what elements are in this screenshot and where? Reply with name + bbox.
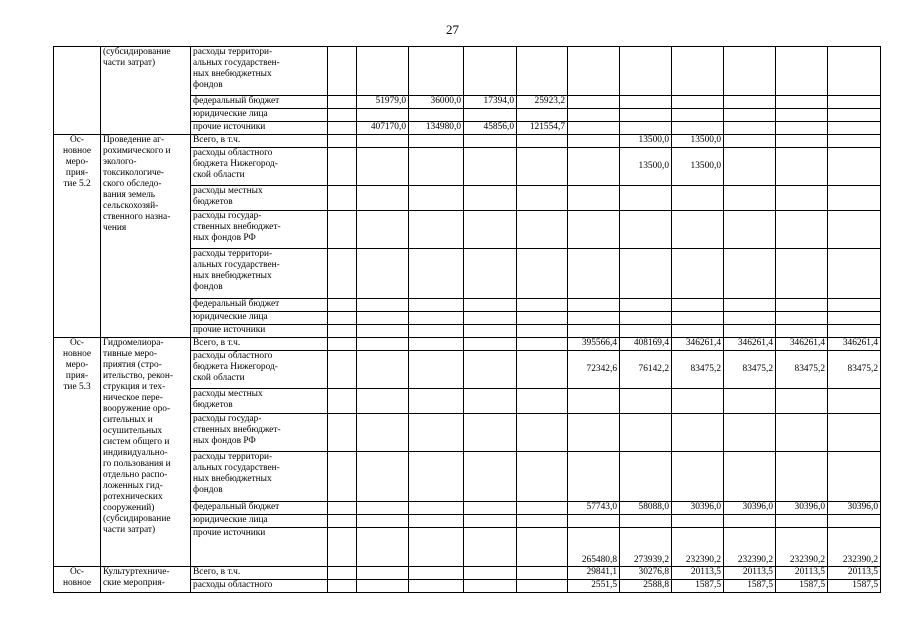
amount-cell — [409, 312, 464, 325]
amount-cell — [464, 580, 517, 593]
amount-cell: 20113,5 — [724, 567, 776, 580]
amount-cell — [328, 389, 357, 414]
amount-cell — [328, 211, 357, 249]
amount-cell — [724, 389, 776, 414]
amount-cell — [828, 186, 881, 211]
amount-cell — [828, 389, 881, 414]
amount-cell — [357, 211, 409, 249]
amount-cell — [828, 249, 881, 299]
amount-cell — [828, 148, 881, 186]
amount-cell — [828, 47, 881, 96]
amount-cell — [828, 109, 881, 122]
amount-cell — [328, 452, 357, 502]
table-row — [54, 135, 905, 148]
amount-cell — [828, 515, 881, 528]
amount-cell — [357, 452, 409, 502]
amount-cell: 30276,8 — [620, 567, 672, 580]
activity-name: Проведение аг- рохимического и эколого- токсикологиче- ского обследо- вания земель сельскохозяй- ственного назна- чения — [101, 135, 191, 338]
amount-cell: 346261,4 — [828, 338, 881, 351]
amount-cell — [409, 351, 464, 389]
amount-cell: 395566,4 — [568, 338, 620, 351]
amount-cell — [620, 299, 672, 312]
amount-cell: 13500,0 — [620, 135, 672, 148]
amount-cell — [776, 47, 828, 96]
amount-cell: 2551,5 — [568, 580, 620, 593]
amount-cell — [828, 452, 881, 502]
amount-cell: 407170,0 — [357, 122, 409, 135]
amount-cell — [517, 325, 568, 338]
amount-cell — [357, 580, 409, 593]
amount-cell: 30396,0 — [776, 502, 828, 515]
amount-cell — [464, 452, 517, 502]
amount-cell — [517, 249, 568, 299]
budget-table-body — [54, 47, 905, 593]
amount-cell — [464, 211, 517, 249]
amount-cell — [568, 47, 620, 96]
amount-cell — [357, 299, 409, 312]
activity-code: Ос- новное — [54, 567, 101, 593]
amount-cell: 265480,8 — [568, 528, 620, 567]
amount-cell — [409, 186, 464, 211]
funding-source: прочие источники — [191, 325, 328, 338]
amount-cell — [620, 312, 672, 325]
amount-cell — [724, 135, 776, 148]
amount-cell — [672, 211, 724, 249]
amount-cell: 51979,0 — [357, 96, 409, 109]
amount-cell — [828, 135, 881, 148]
activity-name: (субсидирование части затрат) — [101, 47, 191, 135]
activity-code — [54, 47, 101, 135]
amount-cell — [724, 211, 776, 249]
amount-cell: 232390,2 — [672, 528, 724, 567]
amount-cell — [409, 414, 464, 452]
amount-cell — [568, 96, 620, 109]
activity-code: Ос- новное меро- прия- тие 5.2 — [54, 135, 101, 338]
funding-source: федеральный бюджет — [191, 96, 328, 109]
amount-cell — [672, 122, 724, 135]
amount-cell — [724, 299, 776, 312]
amount-cell: 83475,2 — [828, 351, 881, 389]
amount-cell — [568, 135, 620, 148]
amount-cell: 72342,6 — [568, 351, 620, 389]
amount-cell — [357, 135, 409, 148]
amount-cell: 83475,2 — [672, 351, 724, 389]
amount-cell — [776, 299, 828, 312]
amount-cell — [464, 325, 517, 338]
funding-source: прочие источники — [191, 122, 328, 135]
amount-cell — [828, 96, 881, 109]
amount-cell — [464, 135, 517, 148]
amount-cell — [620, 186, 672, 211]
amount-cell: 36000,0 — [409, 96, 464, 109]
amount-cell — [568, 312, 620, 325]
amount-cell — [328, 502, 357, 515]
funding-source: Всего, в т.ч. — [191, 567, 328, 580]
amount-cell: 13500,0 — [620, 148, 672, 186]
amount-cell: 134980,0 — [409, 122, 464, 135]
funding-source: расходы областного бюджета Нижегород- ской области — [191, 148, 328, 186]
amount-cell: 346261,4 — [776, 338, 828, 351]
funding-source: Всего, в т.ч. — [191, 135, 328, 148]
amount-cell: 2588,8 — [620, 580, 672, 593]
amount-cell: 121554,7 — [517, 122, 568, 135]
amount-cell — [464, 47, 517, 96]
amount-cell — [409, 47, 464, 96]
amount-cell — [517, 528, 568, 567]
amount-cell — [517, 299, 568, 312]
amount-cell: 30396,0 — [724, 502, 776, 515]
amount-cell — [672, 389, 724, 414]
amount-cell — [357, 109, 409, 122]
amount-cell — [724, 148, 776, 186]
amount-cell: 83475,2 — [724, 351, 776, 389]
amount-cell — [464, 502, 517, 515]
amount-cell — [620, 96, 672, 109]
amount-cell — [328, 515, 357, 528]
funding-source: федеральный бюджет — [191, 299, 328, 312]
amount-cell — [328, 109, 357, 122]
amount-cell — [409, 567, 464, 580]
amount-cell: 346261,4 — [672, 338, 724, 351]
amount-cell — [517, 211, 568, 249]
amount-cell — [828, 211, 881, 249]
amount-cell — [409, 325, 464, 338]
amount-cell — [776, 186, 828, 211]
amount-cell — [828, 299, 881, 312]
funding-source: Всего, в т.ч. — [191, 338, 328, 351]
amount-cell — [724, 96, 776, 109]
amount-cell — [328, 186, 357, 211]
amount-cell — [357, 502, 409, 515]
amount-cell: 25923,2 — [517, 96, 568, 109]
amount-cell — [568, 249, 620, 299]
amount-cell — [517, 389, 568, 414]
amount-cell — [620, 47, 672, 96]
amount-cell — [464, 148, 517, 186]
amount-cell — [828, 312, 881, 325]
amount-cell — [464, 567, 517, 580]
amount-cell — [620, 249, 672, 299]
amount-cell — [568, 389, 620, 414]
activity-name: Гидромелиора- тивные меро- приятия (стро- ительство, рекон- струкция и тех- ническое пере- вооружение оро- сительных и осушительных систем общего и индивидуально- го пользования и отдельно распо- ложенных гид- ротехнических сооружений) (субсидирование части затрат) — [101, 338, 191, 567]
amount-cell — [672, 249, 724, 299]
amount-cell — [409, 580, 464, 593]
amount-cell — [620, 122, 672, 135]
amount-cell — [328, 338, 357, 351]
amount-cell — [357, 186, 409, 211]
amount-cell — [568, 414, 620, 452]
activity-code: Ос- новное меро- прия- тие 5.3 — [54, 338, 101, 567]
amount-cell: 13500,0 — [672, 135, 724, 148]
amount-cell: 30396,0 — [828, 502, 881, 515]
amount-cell — [776, 414, 828, 452]
amount-cell: 1587,5 — [672, 580, 724, 593]
amount-cell — [724, 325, 776, 338]
funding-source: юридические лица — [191, 312, 328, 325]
amount-cell — [620, 109, 672, 122]
funding-source: расходы территори- альных государствен- ных внебюджетных фондов — [191, 249, 328, 299]
amount-cell — [724, 109, 776, 122]
amount-cell — [672, 312, 724, 325]
amount-cell — [517, 47, 568, 96]
amount-cell — [328, 135, 357, 148]
amount-cell — [357, 351, 409, 389]
amount-cell: 273939,2 — [620, 528, 672, 567]
funding-source: юридические лица — [191, 515, 328, 528]
amount-cell — [724, 414, 776, 452]
amount-cell: 29841,1 — [568, 567, 620, 580]
amount-cell — [776, 325, 828, 338]
amount-cell — [464, 186, 517, 211]
amount-cell — [357, 249, 409, 299]
amount-cell — [464, 414, 517, 452]
amount-cell: 83475,2 — [776, 351, 828, 389]
amount-cell — [357, 567, 409, 580]
amount-cell — [409, 338, 464, 351]
amount-cell — [568, 109, 620, 122]
amount-cell — [357, 325, 409, 338]
amount-cell — [328, 567, 357, 580]
amount-cell — [568, 186, 620, 211]
amount-cell: 45856,0 — [464, 122, 517, 135]
amount-cell — [464, 389, 517, 414]
amount-cell — [328, 47, 357, 96]
funding-source: прочие источники — [191, 528, 328, 567]
amount-cell — [409, 148, 464, 186]
amount-cell: 13500,0 — [672, 148, 724, 186]
amount-cell — [328, 528, 357, 567]
amount-cell — [464, 109, 517, 122]
amount-cell — [517, 338, 568, 351]
amount-cell — [776, 389, 828, 414]
amount-cell — [724, 47, 776, 96]
amount-cell — [828, 325, 881, 338]
amount-cell — [620, 515, 672, 528]
amount-cell — [672, 47, 724, 96]
amount-cell — [776, 211, 828, 249]
amount-cell — [672, 515, 724, 528]
amount-cell — [568, 148, 620, 186]
amount-cell — [464, 528, 517, 567]
amount-cell — [328, 148, 357, 186]
funding-source: расходы государ- ственных внебюджет- ных фондов РФ — [191, 414, 328, 452]
amount-cell — [357, 47, 409, 96]
amount-cell — [620, 452, 672, 502]
funding-source: федеральный бюджет — [191, 502, 328, 515]
amount-cell: 76142,2 — [620, 351, 672, 389]
amount-cell — [672, 109, 724, 122]
amount-cell — [724, 452, 776, 502]
amount-cell — [724, 249, 776, 299]
amount-cell: 232390,2 — [776, 528, 828, 567]
amount-cell — [776, 249, 828, 299]
table-row — [54, 47, 905, 96]
amount-cell — [672, 414, 724, 452]
amount-cell — [409, 502, 464, 515]
amount-cell — [620, 389, 672, 414]
amount-cell — [828, 122, 881, 135]
amount-cell — [464, 351, 517, 389]
amount-cell — [464, 515, 517, 528]
amount-cell — [464, 338, 517, 351]
amount-cell — [517, 109, 568, 122]
amount-cell — [464, 299, 517, 312]
amount-cell — [776, 452, 828, 502]
page-number: 27 — [446, 22, 459, 37]
amount-cell — [724, 122, 776, 135]
amount-cell — [517, 502, 568, 515]
activity-name: Культуртехниче- ские мероприя- — [101, 567, 191, 593]
amount-cell — [620, 211, 672, 249]
amount-cell — [409, 109, 464, 122]
amount-cell — [776, 135, 828, 148]
amount-cell — [328, 312, 357, 325]
funding-source: расходы государ- ственных внебюджет- ных фондов РФ — [191, 211, 328, 249]
amount-cell — [568, 211, 620, 249]
funding-source: расходы территори- альных государствен- ных внебюджетных фондов — [191, 452, 328, 502]
amount-cell — [568, 299, 620, 312]
amount-cell — [517, 452, 568, 502]
amount-cell: 20113,5 — [776, 567, 828, 580]
amount-cell — [672, 186, 724, 211]
amount-cell: 1587,5 — [776, 580, 828, 593]
amount-cell — [357, 515, 409, 528]
funding-source: расходы областного бюджета Нижегород- ской области — [191, 351, 328, 389]
amount-cell: 408169,4 — [620, 338, 672, 351]
amount-cell — [328, 122, 357, 135]
table-row — [54, 338, 905, 351]
amount-cell — [357, 312, 409, 325]
amount-cell — [776, 515, 828, 528]
amount-cell — [409, 299, 464, 312]
amount-cell — [568, 452, 620, 502]
amount-cell — [328, 414, 357, 452]
amount-cell — [328, 96, 357, 109]
funding-source: расходы территори- альных государствен- ных внебюджетных фондов — [191, 47, 328, 96]
amount-cell — [517, 148, 568, 186]
amount-cell — [409, 515, 464, 528]
funding-source: расходы местных бюджетов — [191, 389, 328, 414]
amount-cell: 1587,5 — [828, 580, 881, 593]
amount-cell: 346261,4 — [724, 338, 776, 351]
amount-cell — [620, 414, 672, 452]
amount-cell — [776, 148, 828, 186]
amount-cell — [620, 325, 672, 338]
amount-cell — [672, 96, 724, 109]
funding-source: расходы областного — [191, 580, 328, 593]
amount-cell — [328, 351, 357, 389]
amount-cell — [517, 312, 568, 325]
amount-cell — [464, 312, 517, 325]
amount-cell: 57743,0 — [568, 502, 620, 515]
amount-cell: 232390,2 — [828, 528, 881, 567]
amount-cell — [776, 122, 828, 135]
amount-cell — [672, 452, 724, 502]
amount-cell — [409, 249, 464, 299]
amount-cell — [357, 338, 409, 351]
amount-cell — [357, 148, 409, 186]
amount-cell — [357, 414, 409, 452]
amount-cell: 58088,0 — [620, 502, 672, 515]
amount-cell — [409, 135, 464, 148]
amount-cell — [328, 249, 357, 299]
amount-cell — [328, 580, 357, 593]
amount-cell: 232390,2 — [724, 528, 776, 567]
amount-cell — [776, 109, 828, 122]
amount-cell — [328, 325, 357, 338]
amount-cell — [409, 389, 464, 414]
amount-cell — [776, 96, 828, 109]
amount-cell — [409, 211, 464, 249]
amount-cell: 20113,5 — [672, 567, 724, 580]
amount-cell — [568, 122, 620, 135]
amount-cell: 30396,0 — [672, 502, 724, 515]
amount-cell — [357, 528, 409, 567]
amount-cell — [517, 351, 568, 389]
amount-cell: 20113,5 — [828, 567, 881, 580]
table-row — [54, 567, 905, 580]
amount-cell — [568, 325, 620, 338]
funding-source: расходы местных бюджетов — [191, 186, 328, 211]
amount-cell — [409, 452, 464, 502]
amount-cell: 1587,5 — [724, 580, 776, 593]
amount-cell — [568, 515, 620, 528]
amount-cell — [517, 414, 568, 452]
amount-cell — [724, 312, 776, 325]
amount-cell — [724, 515, 776, 528]
amount-cell — [776, 312, 828, 325]
amount-cell — [724, 186, 776, 211]
amount-cell — [328, 299, 357, 312]
amount-cell — [672, 299, 724, 312]
budget-table — [53, 46, 905, 593]
amount-cell — [517, 567, 568, 580]
amount-cell — [464, 249, 517, 299]
amount-cell — [409, 528, 464, 567]
amount-cell — [517, 580, 568, 593]
amount-cell — [357, 389, 409, 414]
amount-cell — [517, 515, 568, 528]
amount-cell — [517, 135, 568, 148]
amount-cell: 17394,0 — [464, 96, 517, 109]
amount-cell — [828, 414, 881, 452]
amount-cell — [672, 325, 724, 338]
amount-cell — [517, 186, 568, 211]
funding-source: юридические лица — [191, 109, 328, 122]
